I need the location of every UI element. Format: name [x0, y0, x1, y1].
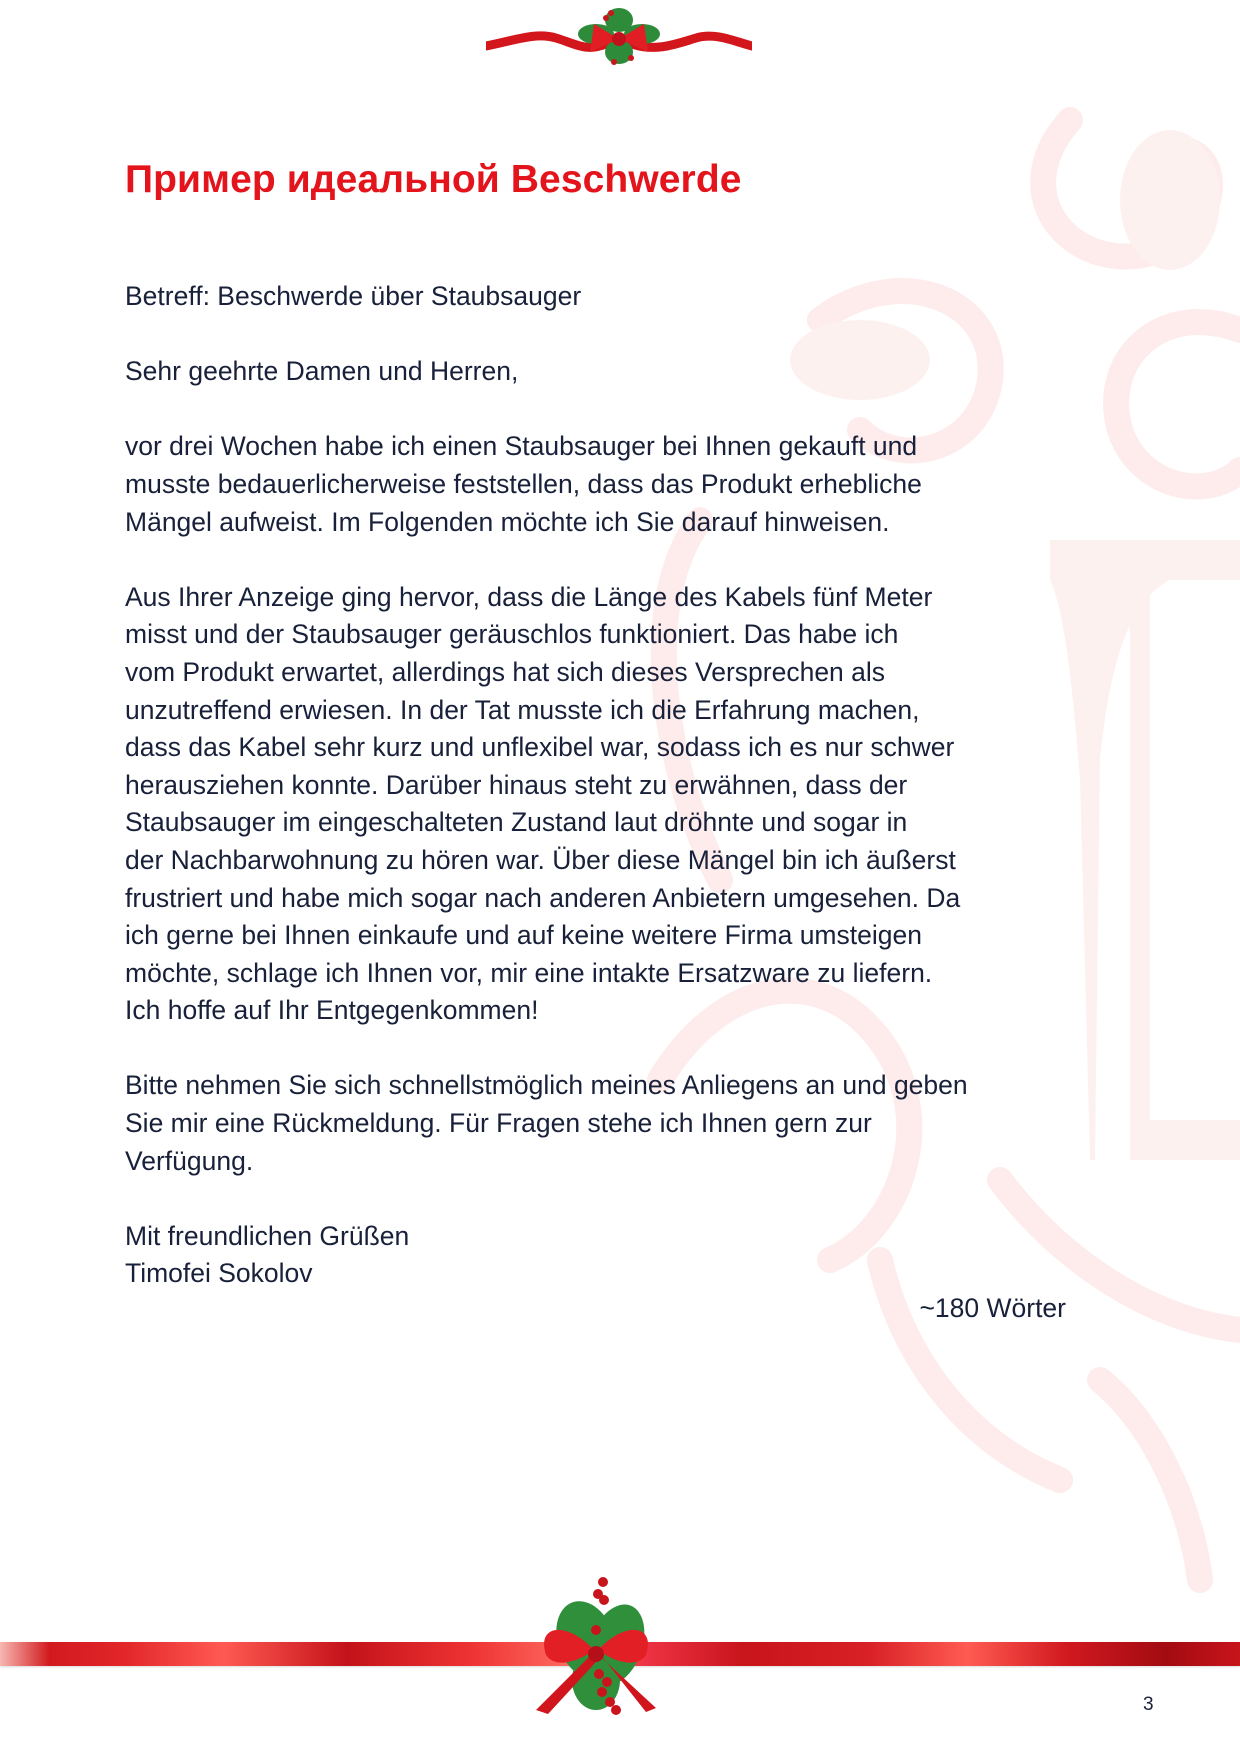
- letter-closing: [125, 1218, 1085, 1293]
- letter-subject: Betreff: Beschwerde über Staubsauger: [125, 281, 582, 311]
- word-count: ~180 Wörter: [919, 1293, 1066, 1323]
- complaint-letter: [125, 278, 1085, 1293]
- letter-paragraph-3: Bitte nehmen Sie sich schnellstmöglich meines Anliegens an und geben Sie mir eine Rückmeldung. Für Fragen stehe ich Ihnen gern zur Verfügung.: [125, 1070, 968, 1176]
- page-number: 3: [1143, 1694, 1154, 1715]
- christmas-garland-bow-icon: [486, 4, 752, 74]
- letter-paragraph-1: vor drei Wochen habe ich einen Staubsauger bei Ihnen gekauft und musste bedauerlicherweise feststellen, dass das Produkt erhebliche Mängel aufweist. Im Folgenden möchte ich Sie darauf hinweisen.: [125, 431, 922, 537]
- letter-paragraph-2: Aus Ihrer Anzeige ging hervor, dass die Länge des Kabels fünf Meter misst und der Staubsauger geräuschlos funktioniert. Das habe ich vom Produkt erwartet, allerdings hat sich dieses Versprechen als unzutreffend erwiesen. In der Tat musste ich die Erfahrung machen, dass das Kabel sehr kurz und unflexibel war, sodass ich es nur schwer herausziehen konnte. Darüber hinaus steht zu erwähnen, dass der Staubsauger im eingeschalteten Zustand laut dröhnte und sogar in der Nachbarwohnung zu hören war. Über diese Mängel bin ich äußerst frustriert und habe mich sogar nach anderen Anbietern umgesehen. Da ich gerne bei Ihnen einkaufe und auf keine weitere Firma umsteigen möchte, schlage ich Ihnen vor, mir eine intakte Ersatzware zu liefern. Ich hoffe auf Ihr Entgegenkommen!: [125, 581, 961, 1026]
- closing-phrase: Mit freundlichen Grüßen: [125, 1220, 410, 1251]
- signature: Timofei Sokolov: [125, 1258, 313, 1289]
- christmas-bow-ribbon-icon: [486, 1570, 706, 1720]
- letter-salutation: Sehr geehrte Damen und Herren,: [125, 356, 519, 387]
- page-title: Пример идеальной Beschwerde: [125, 158, 742, 201]
